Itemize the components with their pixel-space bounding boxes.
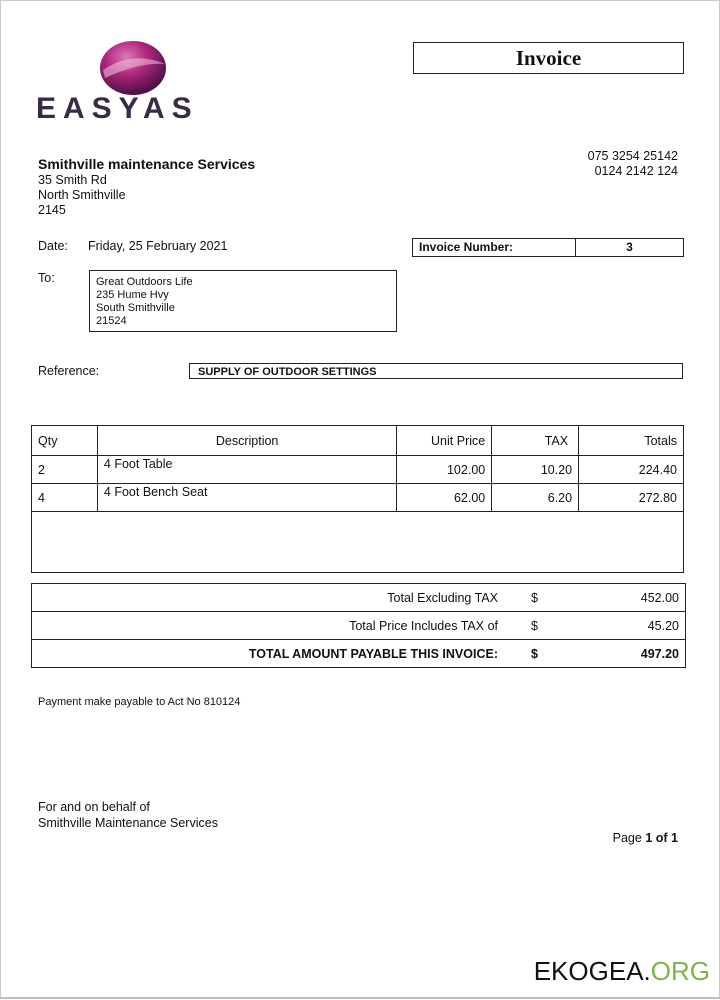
page-current: 1 xyxy=(645,831,653,845)
table-row xyxy=(32,484,684,512)
qty-cell: 2 xyxy=(32,456,98,484)
tax-cell: 10.20 xyxy=(492,456,579,484)
to-label: To: xyxy=(38,271,55,285)
unit-price-cell: 102.00 xyxy=(397,456,492,484)
column-header: Qty xyxy=(32,426,98,456)
currency-symbol: $ xyxy=(531,618,538,633)
totals-label: Total Excluding TAX xyxy=(387,590,498,605)
company-phones xyxy=(588,149,678,179)
logo-text: EASYAS xyxy=(36,92,199,125)
sign-off-line: Smithville Maintenance Services xyxy=(38,816,218,830)
recipient-line: South Smithville xyxy=(96,302,175,314)
sign-off-line: For and on behalf of xyxy=(38,800,150,814)
tax-cell: 6.20 xyxy=(492,484,579,512)
totals-label: Total Price Includes TAX of xyxy=(349,618,498,633)
column-header: Totals xyxy=(579,426,684,456)
page-indicator xyxy=(613,831,678,845)
watermark xyxy=(534,956,710,987)
grand-total-value: 497.20 xyxy=(640,646,679,661)
totals-value: 45.20 xyxy=(647,618,679,633)
invoice-number-value: 3 xyxy=(626,240,633,254)
page-of: of xyxy=(655,831,668,845)
totals-value: 452.00 xyxy=(640,590,679,605)
company-address-line: North Smithville xyxy=(38,188,126,202)
recipient-line: 235 Hume Hvy xyxy=(96,289,169,301)
page-prefix: Page xyxy=(612,831,642,845)
page-total: 1 xyxy=(671,831,678,845)
invoice-number-box xyxy=(412,238,684,257)
company-address-line: 2145 xyxy=(38,203,66,217)
date-value: Friday, 25 February 2021 xyxy=(88,239,228,253)
company-address-line: 35 Smith Rd xyxy=(38,173,107,187)
watermark-part1: EKOGEA. xyxy=(533,956,651,986)
reference-value: SUPPLY OF OUTDOOR SETTINGS xyxy=(189,363,683,379)
unit-price-cell: 62.00 xyxy=(397,484,492,512)
description-cell: 4 Foot Table xyxy=(97,456,396,484)
total-cell: 224.40 xyxy=(579,456,684,484)
date-label: Date: xyxy=(38,239,68,253)
totals-row xyxy=(32,612,685,640)
document-title: Invoice xyxy=(413,42,684,74)
table-empty-row xyxy=(32,512,684,573)
currency-symbol: $ xyxy=(531,646,538,661)
company-name: Smithville maintenance Services xyxy=(38,156,256,172)
invoice-number-label: Invoice Number: xyxy=(413,239,576,256)
currency-symbol: $ xyxy=(531,590,538,605)
recipient-line: Great Outdoors Life xyxy=(96,276,193,288)
grand-total-row xyxy=(32,640,685,667)
payment-note: Payment make payable to Act No 810124 xyxy=(38,696,241,708)
reference-label: Reference: xyxy=(38,364,100,378)
total-cell: 272.80 xyxy=(579,484,684,512)
table-row xyxy=(32,456,684,484)
qty-cell: 4 xyxy=(32,484,98,512)
phone-number: 075 3254 25142 xyxy=(587,149,678,163)
recipient-line: 21524 xyxy=(96,315,127,327)
column-header: Unit Price xyxy=(397,426,492,456)
column-header: Description xyxy=(97,426,396,456)
watermark-part2: ORG xyxy=(650,956,710,986)
totals-box xyxy=(31,583,686,668)
totals-row xyxy=(32,584,685,612)
grand-total-label: TOTAL AMOUNT PAYABLE THIS INVOICE: xyxy=(248,646,498,661)
table-header-row xyxy=(32,426,684,456)
items-table xyxy=(31,425,684,573)
logo-emblem-icon xyxy=(99,40,167,96)
phone-number: 0124 2142 124 xyxy=(594,164,678,178)
column-header: TAX xyxy=(492,426,579,456)
recipient-address-box xyxy=(89,270,397,332)
description-cell: 4 Foot Bench Seat xyxy=(97,484,396,512)
